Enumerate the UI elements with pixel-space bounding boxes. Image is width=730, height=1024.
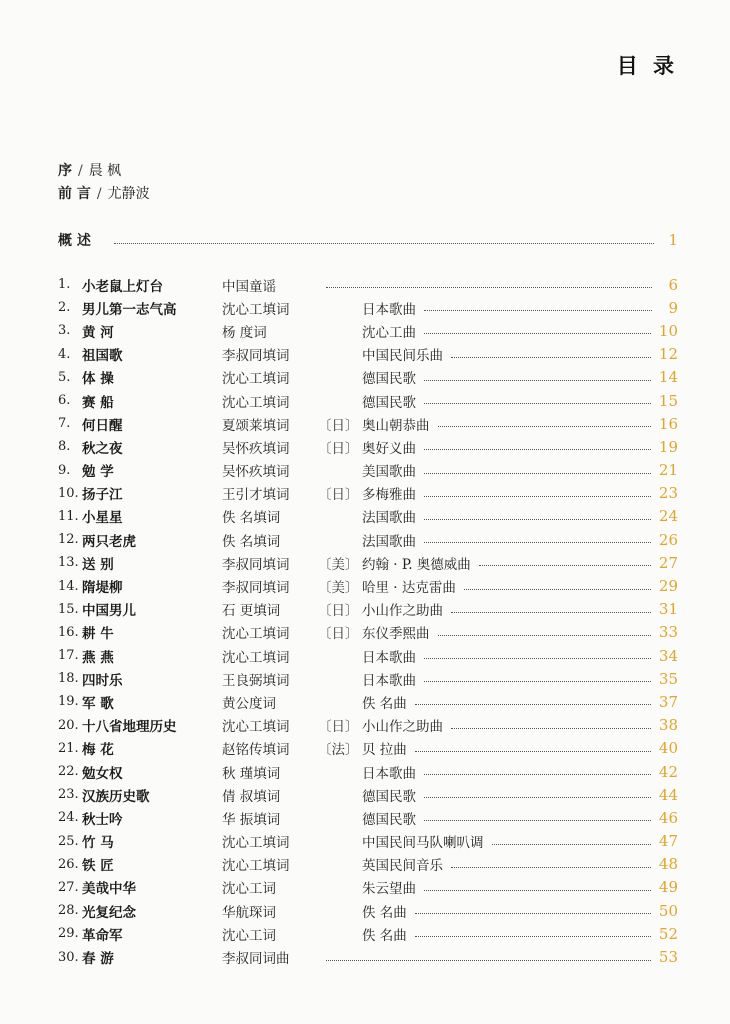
foreword-line[interactable]	[58, 183, 150, 203]
toc-entry[interactable]	[58, 412, 678, 435]
dot-leader	[424, 820, 651, 821]
entry-lyricist: 石 更填词	[222, 603, 281, 620]
entry-title: 何日醒	[82, 417, 123, 434]
entry-page: 35	[658, 669, 678, 688]
entry-lyricist: 李叔同填词	[222, 348, 290, 365]
dot-leader	[451, 867, 651, 868]
entry-number: 16.	[58, 624, 79, 640]
entry-title: 小老鼠上灯台	[82, 278, 163, 295]
entry-page: 15	[658, 391, 678, 410]
entry-music: 日本歌曲	[362, 765, 416, 782]
entry-number: 11.	[58, 508, 79, 524]
entry-title: 军 歌	[82, 695, 114, 712]
preface-author: 晨 枫	[88, 163, 122, 179]
entry-lyricist: 华航琛词	[222, 904, 276, 921]
entry-title: 隋堤柳	[82, 580, 123, 597]
entry-page: 16	[658, 414, 678, 433]
dot-leader	[415, 704, 651, 705]
toc-entry[interactable]	[58, 644, 678, 667]
toc-entry[interactable]	[58, 459, 678, 482]
entry-music: 法国歌曲	[362, 510, 416, 527]
entry-music: 日本歌曲	[362, 301, 416, 318]
entry-lyricist: 夏颂莱填词	[222, 417, 290, 434]
entry-lyricist: 倩 叔填词	[222, 788, 281, 805]
entry-title: 男儿第一志气高	[82, 301, 177, 318]
toc-entry[interactable]	[58, 482, 678, 505]
toc-entry[interactable]	[58, 714, 678, 737]
entry-number: 18.	[58, 671, 79, 687]
dot-leader	[424, 333, 651, 334]
entry-lyricist: 吴怀疚填词	[222, 440, 290, 457]
entry-music: 德国民歌	[362, 371, 416, 388]
entry-music: 德国民歌	[362, 394, 416, 411]
overview-line[interactable]	[58, 229, 678, 251]
entry-page: 44	[658, 785, 678, 804]
entry-page: 26	[658, 530, 678, 549]
dot-leader	[424, 380, 651, 381]
toc-entry[interactable]	[58, 899, 678, 922]
entry-lyricist: 杨 度词	[222, 324, 267, 341]
entry-title: 美哉中华	[82, 881, 136, 898]
entry-page: 33	[658, 623, 678, 642]
toc-entry[interactable]	[58, 574, 678, 597]
entry-number: 21.	[58, 740, 79, 756]
entry-lyricist: 沈心工填词	[222, 719, 290, 736]
entry-lyricist: 吴怀疚填词	[222, 464, 290, 481]
entry-number: 1.	[58, 277, 71, 293]
entry-page: 34	[658, 646, 678, 665]
entry-nationality: 〔日〕	[318, 440, 359, 457]
entry-lyricist: 沈心工填词	[222, 394, 290, 411]
toc-entry[interactable]	[58, 737, 678, 760]
dot-leader	[424, 473, 651, 474]
entry-title: 黄 河	[82, 324, 114, 341]
entry-music: 德国民歌	[362, 788, 416, 805]
dot-leader	[464, 589, 651, 590]
entry-title: 中国男儿	[82, 603, 136, 620]
entry-number: 8.	[58, 439, 71, 455]
entry-number: 23.	[58, 787, 79, 803]
toc-entry[interactable]	[58, 760, 678, 783]
entry-title: 体 操	[82, 371, 114, 388]
entry-page: 37	[658, 692, 678, 711]
entry-title: 勉 学	[82, 464, 114, 481]
entry-page: 24	[658, 507, 678, 526]
entry-number: 28.	[58, 903, 79, 919]
entry-lyricist: 沈心工填词	[222, 858, 290, 875]
entry-number: 14.	[58, 578, 79, 594]
toc-entry[interactable]	[58, 922, 678, 945]
dot-leader	[424, 681, 651, 682]
entry-title: 春 游	[82, 951, 114, 968]
entry-number: 12.	[58, 532, 79, 548]
entry-page: 10	[658, 321, 678, 340]
entry-title: 四时乐	[82, 672, 123, 689]
entry-nationality: 〔美〕	[318, 556, 359, 573]
entry-title: 燕 燕	[82, 649, 114, 666]
toc-entry[interactable]	[58, 343, 678, 366]
entry-lyricist: 沈心工填词	[222, 301, 290, 318]
dot-leader	[424, 403, 651, 404]
entry-nationality: 〔法〕	[318, 742, 359, 759]
entry-page: 9	[668, 298, 678, 317]
toc-entry[interactable]	[58, 876, 678, 899]
entry-music: 德国民歌	[362, 811, 416, 828]
entry-music: 沈心工曲	[362, 324, 416, 341]
dot-leader	[114, 243, 654, 244]
entry-music: 佚 名曲	[362, 904, 407, 921]
entry-music: 小山作之助曲	[362, 603, 443, 620]
entry-music: 约翰 · P. 奥德威曲	[362, 556, 471, 573]
entry-number: 4.	[58, 346, 71, 362]
entry-number: 22.	[58, 764, 79, 780]
dot-leader	[438, 635, 651, 636]
entry-number: 19.	[58, 694, 79, 710]
entry-title: 光复纪念	[82, 904, 136, 921]
entry-nationality: 〔日〕	[318, 603, 359, 620]
entry-lyricist: 沈心工词	[222, 881, 276, 898]
toc-entry[interactable]	[58, 690, 678, 713]
entry-number: 10.	[58, 485, 79, 501]
dot-leader	[438, 426, 651, 427]
entry-lyricist: 秋 瑾填词	[222, 765, 281, 782]
entry-nationality: 〔日〕	[318, 417, 359, 434]
entry-lyricist: 黄公度词	[222, 695, 276, 712]
entry-music: 英国民间音乐	[362, 858, 443, 875]
entry-number: 9.	[58, 462, 71, 478]
entry-number: 15.	[58, 601, 79, 617]
entry-music: 朱云望曲	[362, 881, 416, 898]
dot-leader	[424, 797, 651, 798]
entry-page: 23	[658, 484, 678, 503]
toc-entry[interactable]	[58, 435, 678, 458]
dot-leader	[415, 936, 651, 937]
entry-lyricist: 沈心工填词	[222, 371, 290, 388]
entry-lyricist: 中国童谣	[222, 278, 276, 295]
dot-leader	[451, 612, 651, 613]
dot-leader	[479, 565, 651, 566]
toc-entry[interactable]	[58, 783, 678, 806]
entry-music: 小山作之助曲	[362, 719, 443, 736]
dot-leader	[326, 960, 651, 961]
entry-page: 29	[658, 577, 678, 596]
entry-lyricist: 沈心工填词	[222, 626, 290, 643]
entry-page: 38	[658, 716, 678, 735]
entry-page: 14	[658, 368, 678, 387]
toc-entry[interactable]	[58, 667, 678, 690]
toc-entry[interactable]	[58, 598, 678, 621]
overview-label: 概 述	[58, 233, 91, 249]
entry-music: 法国歌曲	[362, 533, 416, 550]
toc-entry[interactable]	[58, 551, 678, 574]
entry-number: 25.	[58, 833, 79, 849]
entry-title: 秋之夜	[82, 440, 123, 457]
entry-title: 送 别	[82, 556, 114, 573]
entry-page: 40	[658, 739, 678, 758]
entry-lyricist: 沈心工填词	[222, 649, 290, 666]
foreword-author: 尤静波	[107, 186, 150, 202]
entry-number: 13.	[58, 555, 79, 571]
entry-page: 46	[658, 808, 678, 827]
preface-separator: /	[78, 163, 83, 179]
entry-title: 赛 船	[82, 394, 114, 411]
dot-leader	[451, 357, 651, 358]
entry-music: 日本歌曲	[362, 672, 416, 689]
entry-page: 31	[658, 600, 678, 619]
toc-entry[interactable]	[58, 273, 678, 296]
entry-lyricist: 华 振填词	[222, 811, 281, 828]
entry-page: 19	[658, 437, 678, 456]
entry-number: 26.	[58, 856, 79, 872]
entry-number: 20.	[58, 717, 79, 733]
entry-music: 日本歌曲	[362, 649, 416, 666]
entry-title: 扬子江	[82, 487, 123, 504]
entry-music: 东仪季熙曲	[362, 626, 430, 643]
entry-title: 竹 马	[82, 835, 114, 852]
entry-lyricist: 沈心工词	[222, 927, 276, 944]
entry-number: 17.	[58, 648, 79, 664]
entry-title: 两只老虎	[82, 533, 136, 550]
entry-music: 中国民间马队喇叭调	[362, 835, 484, 852]
entry-title: 十八省地理历史	[82, 719, 177, 736]
toc-entry[interactable]	[58, 505, 678, 528]
entry-lyricist: 佚 名填词	[222, 510, 281, 527]
entry-number: 7.	[58, 416, 71, 432]
entry-lyricist: 李叔同词曲	[222, 951, 290, 968]
entry-lyricist: 王良弼填词	[222, 672, 290, 689]
entry-title: 梅 花	[82, 742, 114, 759]
entry-number: 5.	[58, 369, 71, 385]
entry-nationality: 〔美〕	[318, 580, 359, 597]
dot-leader	[424, 310, 652, 311]
entry-title: 耕 牛	[82, 626, 114, 643]
entry-title: 汉族历史歌	[82, 788, 150, 805]
entry-music: 佚 名曲	[362, 927, 407, 944]
entry-page: 48	[658, 855, 678, 874]
entry-page: 42	[658, 762, 678, 781]
entry-music: 哈里 · 达克雷曲	[362, 580, 456, 597]
entry-page: 47	[658, 832, 678, 851]
entry-page: 52	[658, 924, 678, 943]
preface-line[interactable]	[58, 160, 121, 180]
entry-music: 奥山朝恭曲	[362, 417, 430, 434]
page-title: 目 录	[616, 54, 678, 78]
entry-title: 小星星	[82, 510, 123, 527]
toc-entry[interactable]	[58, 945, 678, 968]
toc-entry[interactable]	[58, 853, 678, 876]
entry-title: 祖国歌	[82, 348, 123, 365]
dot-leader	[326, 287, 652, 288]
entry-page: 50	[658, 901, 678, 920]
entry-lyricist: 李叔同填词	[222, 556, 290, 573]
entry-page: 12	[658, 345, 678, 364]
entry-number: 30.	[58, 949, 79, 965]
entry-music: 奥好义曲	[362, 440, 416, 457]
dot-leader	[424, 774, 651, 775]
toc-entry[interactable]	[58, 806, 678, 829]
entry-number: 27.	[58, 879, 79, 895]
entry-lyricist: 李叔同填词	[222, 580, 290, 597]
toc-entry[interactable]	[58, 366, 678, 389]
entry-music: 美国歌曲	[362, 464, 416, 481]
entry-number: 2.	[58, 300, 71, 316]
entry-nationality: 〔日〕	[318, 487, 359, 504]
toc-entry[interactable]	[58, 319, 678, 342]
entry-title: 勉女权	[82, 765, 123, 782]
toc-entry[interactable]	[58, 528, 678, 551]
entry-lyricist: 赵铭传填词	[222, 742, 290, 759]
dot-leader	[424, 890, 651, 891]
dot-leader	[424, 658, 651, 659]
entry-number: 6.	[58, 393, 71, 409]
entry-title: 革命军	[82, 927, 123, 944]
toc-entry[interactable]	[58, 830, 678, 853]
dot-leader	[424, 542, 651, 543]
toc-entry[interactable]	[58, 621, 678, 644]
entry-number: 24.	[58, 810, 79, 826]
entry-page: 27	[658, 553, 678, 572]
dot-leader	[492, 844, 651, 845]
entry-lyricist: 王引才填词	[222, 487, 290, 504]
entry-lyricist: 佚 名填词	[222, 533, 281, 550]
dot-leader	[415, 913, 651, 914]
entry-music: 佚 名曲	[362, 695, 407, 712]
overview-page: 1	[668, 231, 678, 249]
dot-leader	[424, 449, 651, 450]
entry-lyricist: 沈心工填词	[222, 835, 290, 852]
entry-music: 贝 拉曲	[362, 742, 407, 759]
entry-page: 21	[658, 461, 678, 480]
entry-music: 多梅雅曲	[362, 487, 416, 504]
foreword-separator: /	[96, 186, 102, 202]
foreword-label: 前 言	[58, 186, 91, 202]
dot-leader	[424, 519, 651, 520]
entry-nationality: 〔日〕	[318, 626, 359, 643]
entry-music: 中国民间乐曲	[362, 348, 443, 365]
entry-number: 29.	[58, 926, 79, 942]
toc-entry[interactable]	[58, 296, 678, 319]
dot-leader	[424, 496, 651, 497]
dot-leader	[415, 751, 651, 752]
toc-entry[interactable]	[58, 389, 678, 412]
entry-page: 6	[668, 275, 678, 294]
toc-list	[58, 273, 678, 969]
dot-leader	[451, 728, 651, 729]
entry-title: 秋士吟	[82, 811, 123, 828]
entry-title: 铁 匠	[82, 858, 114, 875]
entry-nationality: 〔日〕	[318, 719, 359, 736]
preface-label: 序	[58, 163, 72, 179]
entry-page: 49	[658, 878, 678, 897]
entry-page: 53	[658, 948, 678, 967]
entry-number: 3.	[58, 323, 71, 339]
